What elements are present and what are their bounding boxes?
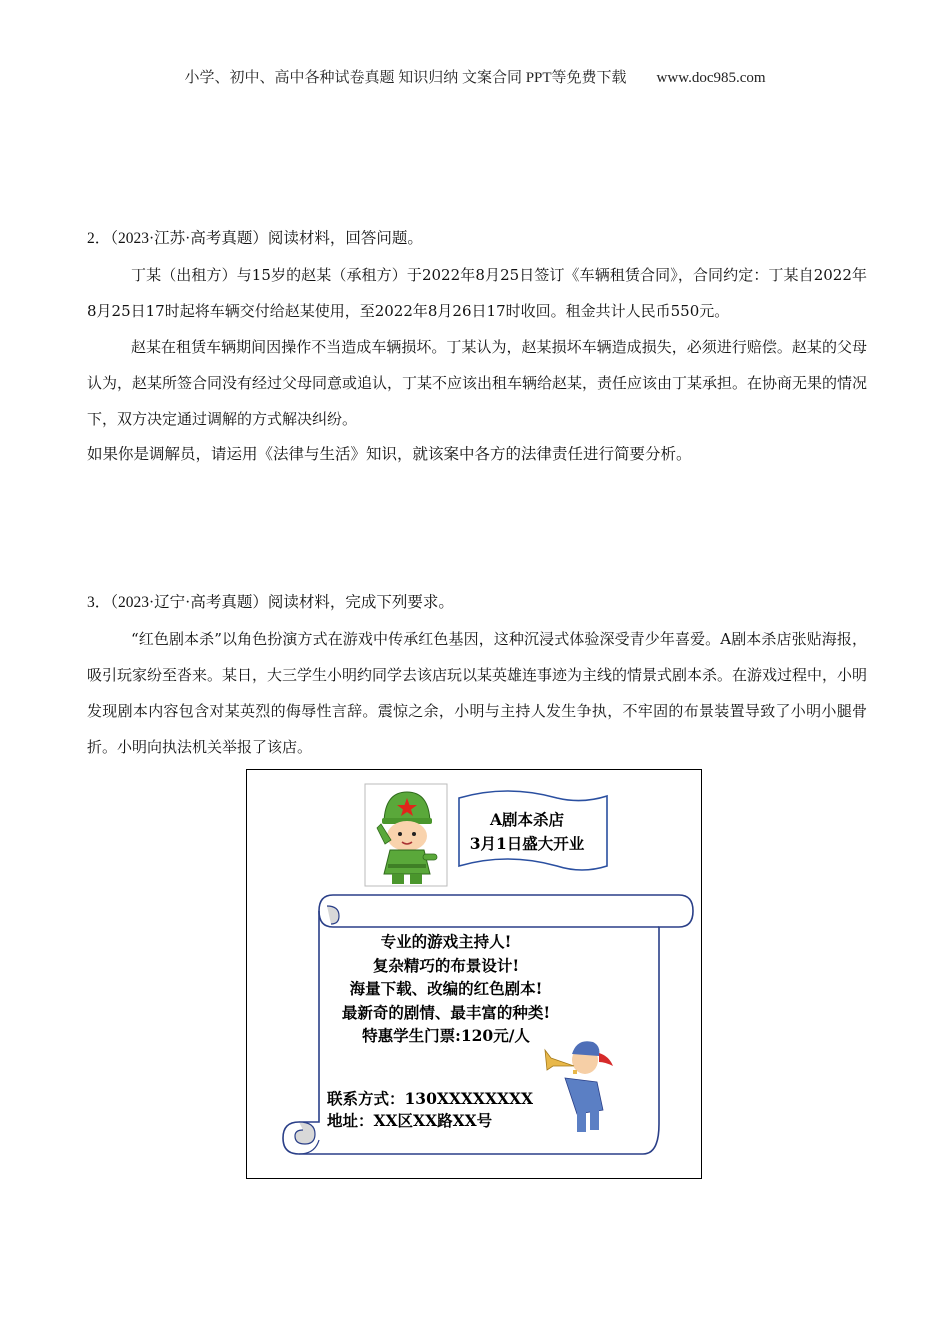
question-3-paragraph-1: “红色剧本杀”以角色扮演方式在游戏中传承红色基因，这种沉浸式体验深受青少年喜爱。A剧本杀店张贴海报，吸引玩家纷至沓来。某日，大三学生小明约同学去该店玩以某英雄连事迹为主线的情景式剧本杀。在游戏过程中，小明发现剧本内容包含对某英烈的侮辱性言辞。震惊之余，小明与主持人发生争执，不牢固的布景装置导致了小明小腿骨折。小明向执法机关举报了该店。 [87,630,868,756]
contact-phone: 联系方式：130XXXXXXXX [327,1089,534,1108]
feature-item: 专业的游戏主持人! [380,932,512,951]
announcement-line-2: 3月1日盛大开业 [469,834,585,853]
store-poster [246,769,702,1179]
contact-address: 地址：XX区XX路XX号 [327,1111,493,1130]
question-2-heading: 2．（2023·江苏·高考真题）阅读材料，回答问题。 [87,230,423,247]
header-site: www.doc985.com [656,70,766,86]
feature-item: 海量下载、改编的红色剧本! [349,979,543,998]
saluting-soldier-icon [365,784,447,886]
contact-block [327,1088,533,1132]
feature-item: 特惠学生门票:120元/人 [362,1026,530,1045]
announcement-text [457,808,597,856]
announcement-line-1: A剧本杀店 [489,810,565,829]
question-2 [87,221,867,473]
question-2-prompt: 如果你是调解员，请运用《法律与生活》知识，就该案中各方的法律责任进行简要分析。 [87,446,692,463]
feature-list [321,930,571,1048]
feature-item: 最新奇的剧情、最丰富的种类! [341,1002,551,1022]
question-2-paragraph-1: 丁某（出租方）与15岁的赵某（承租方）于2022年8月25日签订《车辆租赁合同》，合同约定：丁某自2022年8月25日17时起将车辆交付给赵某使用，至2022年8月26日17时收回。租金共计人民币550元。 [87,266,867,320]
question-2-paragraph-2: 赵某在租赁车辆期间因操作不当造成车辆损坏。丁某认为，赵某损坏车辆造成损失，必须进行赔偿。赵某的父母认为，赵某所签合同没有经过父母同意或追认，丁某不应该出租车辆给赵某，责任应该由丁某承担。在协商无果的情况下，双方决定通过调解的方式解决纠纷。 [87,338,868,428]
feature-item: 复杂精巧的布景设计! [372,955,520,975]
question-3-heading: 3．（2023·辽宁·高考真题）阅读材料，完成下列要求。 [87,594,454,611]
question-3 [87,585,867,765]
header-text: 小学、初中、高中各种试卷真题 知识归纳 文案合同 PPT等免费下载 [184,70,627,86]
page-header [0,66,950,87]
